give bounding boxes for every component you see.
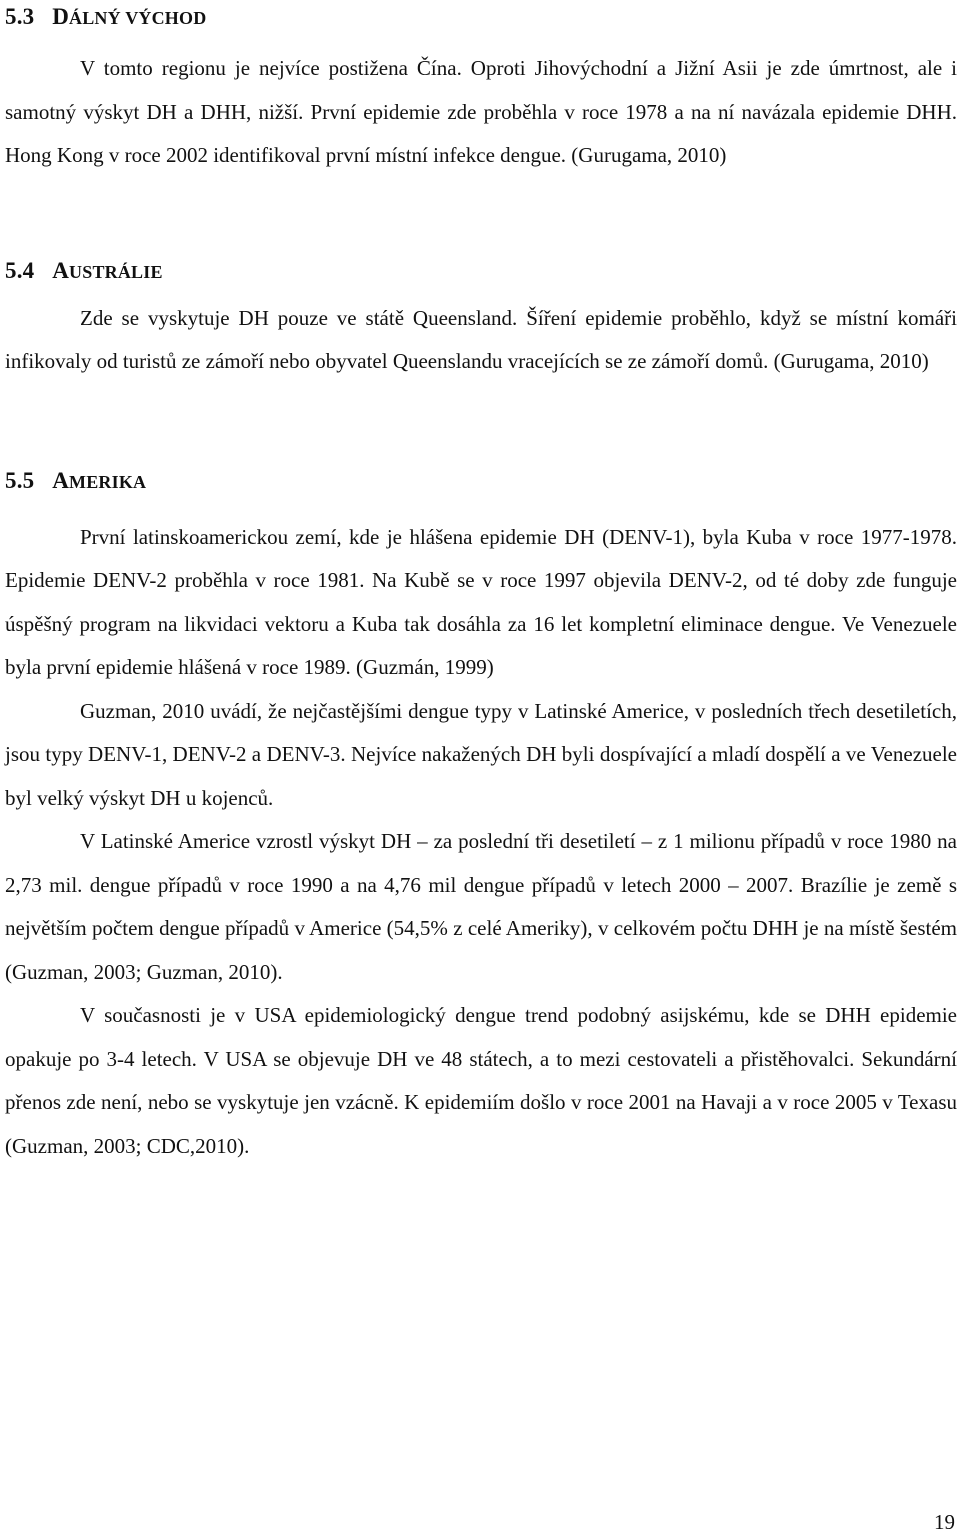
section-title-initial: A (52, 467, 70, 493)
section-number: 5.3 (5, 4, 35, 29)
section-dalny-vychod (5, 0, 957, 178)
paragraph: Zde se vyskytuje DH pouze ve státě Queensland. Šíření epidemie proběhlo, když se místní komáři infikovaly od turistů ze zámoří nebo obyvatel Queenslandu vracejících se ze zámoří domů. (Gurugama, 2010) (5, 305, 957, 373)
paragraph: První latinskoamerickou zemí, kde je hlášena epidemie DH (DENV-1), byla Kuba v roce 1977-1978. Epidemie DENV-2 proběhla v roce 1981. Na Kubě se v roce 1997 objevila DENV-2, od té doby zde funguje úspěšný program na likvidaci vektoru a Kuba tak dosáhla za 16 let kompletní eliminace dengue. Ve Venezuele byla první epidemie hlášená v roce 1989. (Guzmán, 1999) (5, 524, 957, 679)
section-title-rest: USTRÁLIE (69, 261, 163, 282)
section-title-initial: D (52, 4, 70, 29)
section-heading (5, 464, 957, 498)
section-number: 5.4 (5, 257, 35, 283)
section-title-rest: MERIKA (69, 471, 147, 492)
paragraph: V Latinské Americe vzrostl výskyt DH – za poslední tři desetiletí – z 1 milionu případů v roce 1980 na 2,73 mil. dengue případů v roce 1990 a na 4,76 mil dengue případů v letech 2000 – 2007. Brazílie je země s největším počtem dengue případů v Americe (54,5% z celé Ameriky), v celkovém počtu DHH je na místě šestém (Guzman, 2003; Guzman, 2010). (5, 829, 957, 984)
section-title-initial: A (52, 257, 70, 283)
section-number: 5.5 (5, 467, 35, 493)
document-page (5, 0, 957, 1168)
paragraph: Guzman, 2010 uvádí, že nejčastějšími dengue typy v Latinské Americe, v posledních třech desetiletích, jsou typy DENV-1, DENV-2 a DENV-3. Nejvíce nakažených DH byli dospívající a mladí dospělí a ve Venezuele byl velký výskyt DH u kojenců. (5, 698, 957, 810)
page-number: 19 (934, 1510, 955, 1534)
section-heading (5, 254, 957, 288)
section-title-rest: ÁLNÝ VÝCHOD (69, 8, 207, 28)
paragraph: V tomto regionu je nejvíce postižena Čína. Oproti Jihovýchodní a Jižní Asii je zde úmrtnost, ale i samotný výskyt DH a DHH, nižší. První epidemie zde proběhla v roce 1978 a na ní navázala epidemie DHH. Hong Kong v roce 2002 identifikoval první místní infekce dengue. (Gurugama, 2010) (5, 56, 957, 167)
section-australie (5, 254, 957, 384)
section-heading (5, 0, 957, 34)
paragraph: V současnosti je v USA epidemiologický dengue trend podobný asijskému, kde se DHH epidemie opakuje po 3-4 letech. V USA se objevuje DH ve 48 státech, a to mezi cestovateli a přistěhovalci. Sekundární přenos zde není, nebo se vyskytuje jen vzácně. K epidemiím došlo v roce 2001 na Havaji a v roce 2005 v Texasu (Guzman, 2003; CDC,2010). (5, 1003, 957, 1158)
section-amerika (5, 464, 957, 1169)
